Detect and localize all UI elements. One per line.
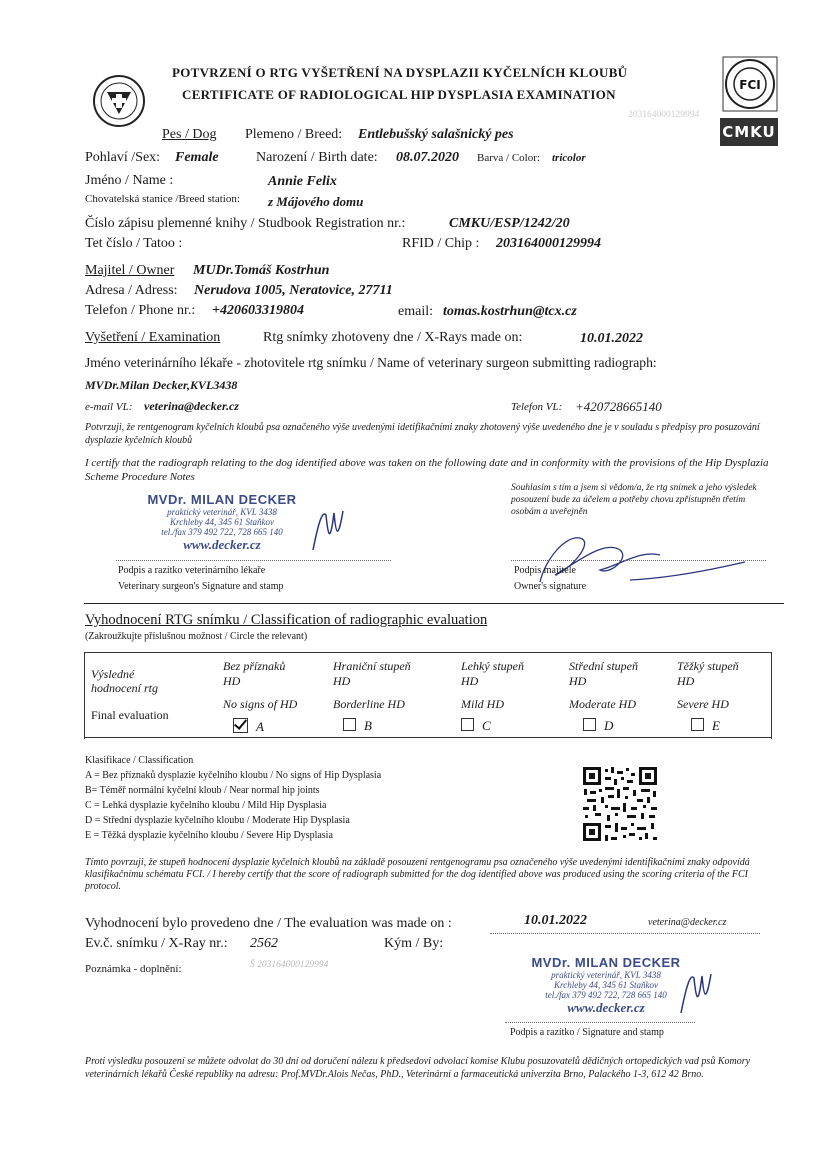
fci-logo-text: FCI bbox=[739, 78, 761, 92]
owner-value: MUDr.Tomáš Kostrhun bbox=[193, 263, 330, 278]
faint-chip-print: 203164000129994 bbox=[628, 110, 700, 120]
section-divider bbox=[84, 603, 784, 604]
eval-email: veterina@decker.cz bbox=[648, 917, 727, 928]
certify-en: I certify that the radiograph relating to the dog identified above was taken on the following date and in conformity with the provisions of the Hip Dysplazia Scheme Procedure Notes bbox=[85, 457, 769, 483]
vet-sig-label-en: Veterinary surgeon's Signature and stamp bbox=[118, 581, 284, 592]
eval-date-line bbox=[490, 933, 760, 934]
title-cz: POTVRZENÍ O RTG VYŠETŘENÍ NA DYSPLAZII KYČELNÍCH KLOUBŮ bbox=[172, 65, 628, 80]
stamp-name: MVDr. MILAN DECKER bbox=[531, 955, 681, 970]
chip-value: 203164000129994 bbox=[496, 236, 601, 251]
final-eval-label-cz: Výsledné hodnocení rtg bbox=[91, 667, 158, 695]
breed-label: Plemeno / Breed: bbox=[245, 127, 343, 142]
breed-value: Entlebušský salašnický pes bbox=[358, 127, 514, 142]
studbook-value: CMKU/ESP/1242/20 bbox=[449, 216, 570, 231]
owner-signature-line bbox=[511, 560, 766, 561]
eval-date-label: Vyhodnocení bylo provedeno dne / The evaluation was made on : bbox=[85, 916, 452, 931]
vet-signature-line bbox=[116, 560, 391, 561]
grade-a-option[interactable] bbox=[233, 718, 323, 735]
grade-b-en: Borderline HD bbox=[333, 697, 405, 711]
xray-label: Rtg snímky zhotoveny dne / X-Rays made on: bbox=[263, 330, 523, 345]
legend-e: E = Těžká dysplazie kyčelního kloubu / Severe Hip Dysplasia bbox=[85, 830, 333, 841]
stamp-phone: tel./fax 379 492 722, 728 665 140 bbox=[545, 990, 667, 1000]
qr-code bbox=[581, 765, 659, 843]
vet-chamber-logo bbox=[92, 74, 146, 128]
eval-sig-label: Podpis a razítko / Signature and stamp bbox=[510, 1027, 664, 1038]
eval-date-value: 10.01.2022 bbox=[524, 913, 587, 928]
stamp-role: praktický veterinář, KVL 3438 bbox=[167, 507, 277, 517]
by-label: Kým / By: bbox=[384, 936, 444, 951]
stamp-name: MVDr. MILAN DECKER bbox=[147, 492, 297, 507]
birth-label: Narození / Birth date: bbox=[256, 150, 378, 165]
station-label: Chovatelská stanice /Breed station: bbox=[85, 193, 240, 205]
stamp-role: praktický veterinář, KVL 3438 bbox=[551, 970, 661, 980]
grade-d-hd: HD bbox=[569, 674, 587, 688]
cmku-logo-text: CMKU bbox=[722, 123, 776, 141]
grade-c-en: Mild HD bbox=[461, 697, 504, 711]
appeal-note: Proti výsledku posouzení se můžete odvolat do 30 dní od doručení nálezu k předsedovi odvolací komise Klubu posuzovatelů dědičných ortopedických vad psů Komory veterinárních lékařů České republiky na adresu: Prof.MVDr.Alois Nečas, PhD., Veterinární a farmaceutická univerzita Brno, Palackého 1-3, 612 42 Brno. bbox=[85, 1056, 751, 1080]
stamp-phone: tel./fax 379 492 722, 728 665 140 bbox=[161, 527, 283, 537]
grade-b-option[interactable] bbox=[343, 718, 443, 734]
grade-column-c bbox=[461, 659, 561, 734]
grade-c-hd: HD bbox=[461, 674, 479, 688]
eval-signature bbox=[676, 968, 716, 1023]
note-label: Poznámka - doplnění: bbox=[85, 963, 182, 975]
stamp-address: Krchleby 44, 345 61 Staňkov bbox=[554, 980, 658, 990]
stamp-address: Krchleby 44, 345 61 Staňkov bbox=[170, 517, 274, 527]
table-bottom-rule bbox=[85, 737, 771, 738]
checked-box-icon[interactable] bbox=[233, 718, 248, 733]
color-value: tricolor bbox=[552, 152, 586, 164]
legend-a: A = Bez příznaků dysplazie kyčelního kloubu / No signs of Hip Dysplasia bbox=[85, 770, 382, 781]
color-label: Barva / Color: bbox=[477, 152, 540, 164]
certify-cz: Potvrzuji, že rentgenogram kyčelních kloubů psa označeného výše uvedenými idetifikačními znaky zhotovený výše uvedeného dne je v souladu s předpisy pro posuzování dysplazie kyčelních kloubů bbox=[85, 422, 760, 446]
sex-value: Female bbox=[175, 150, 219, 165]
tatoo-label: Tet číslo / Tatoo : bbox=[85, 236, 183, 251]
phone-value: +420603319804 bbox=[212, 303, 304, 318]
grade-a-en: No signs of HD bbox=[223, 697, 298, 711]
classification-subheading: (Zakroužkujte příslušnou možnost / Circle the relevant) bbox=[85, 631, 308, 642]
sex-label: Pohlaví /Sex: bbox=[85, 150, 161, 165]
grade-d-en: Moderate HD bbox=[569, 697, 636, 711]
vet-email-label: e-mail VL: bbox=[85, 401, 133, 413]
email-label: email: bbox=[398, 304, 433, 319]
grade-c-cz: Lehký stupeň bbox=[461, 659, 524, 673]
owner-label: Majitel / Owner bbox=[85, 263, 175, 278]
vet-phone-value: +420728665140 bbox=[575, 399, 662, 414]
vet-signature bbox=[308, 505, 348, 560]
grade-d-option[interactable] bbox=[583, 718, 669, 734]
grade-e-option[interactable] bbox=[691, 718, 767, 734]
grade-column-a bbox=[223, 659, 323, 735]
chip-label: RFID / Chip : bbox=[402, 236, 480, 251]
name-label: Jméno / Name : bbox=[85, 173, 174, 188]
grade-column-b bbox=[333, 659, 443, 734]
eval-signature-line bbox=[505, 1022, 695, 1023]
grade-e-en: Severe HD bbox=[677, 697, 729, 711]
xray-nr-value: 2562 bbox=[250, 936, 278, 951]
vet-stamp bbox=[122, 492, 322, 553]
final-eval-label-en: Final evaluation bbox=[91, 708, 169, 722]
stamp-web: www.decker.cz bbox=[567, 1000, 645, 1015]
vet-email-value: veterina@decker.cz bbox=[144, 399, 239, 413]
title-en: CERTIFICATE OF RADIOLOGICAL HIP DYSPLASIA EXAMINATION bbox=[182, 87, 616, 102]
note-value: Š 203164000129994 bbox=[250, 960, 329, 970]
phone-label: Telefon / Phone nr.: bbox=[85, 303, 196, 318]
grade-b-letter: B bbox=[364, 718, 372, 733]
vet-label: Jméno veterinárního lékaře - zhotovitele rtg snímku / Name of veterinary surgeon submitting radiograph: bbox=[85, 355, 657, 370]
owner-consent: Souhlasím s tím a jsem si vědom/a, že rtg snímek a jeho výsledek posouzení bude za účelem a potřeby chovu zpřístupněn třetím osobám a uveřejněn bbox=[511, 483, 757, 517]
birth-value: 08.07.2020 bbox=[396, 150, 459, 165]
vet-value: MVDr.Milan Decker,KVL3438 bbox=[85, 378, 238, 392]
stamp-web: www.decker.cz bbox=[183, 537, 261, 552]
studbook-label: Číslo zápisu plemenné knihy / Studbook Registration nr.: bbox=[85, 216, 406, 231]
unchecked-box-icon[interactable] bbox=[461, 718, 474, 731]
grade-c-letter: C bbox=[482, 718, 491, 733]
grade-a-letter: A bbox=[256, 719, 264, 734]
owner-sig-label-en: Owner's signature bbox=[514, 581, 587, 592]
grade-b-hd: HD bbox=[333, 674, 351, 688]
classification-heading: Vyhodnocení RTG snímku / Classification of radiographic evaluation bbox=[85, 612, 488, 628]
grade-b-cz: Hraniční stupeň bbox=[333, 659, 411, 673]
name-value: Annie Felix bbox=[268, 174, 337, 189]
fci-confirm-text: Tímto povrzuji, že stupeň hodnocení dysplazie kyčelních kloubů na základě posouzení rentgenogramu psa označeného výše uvedenými identifikačními znaky odpovídá klasifikačnímu schématu FCI. / I hereby certify that the score of radiograph submitted for the dog identified above was produced using the scoring criteria of the FCI protocol. bbox=[85, 857, 750, 892]
legend-title: Klasifikace / Classification bbox=[85, 755, 194, 766]
unchecked-box-icon[interactable] bbox=[583, 718, 596, 731]
vet-sig-label-cz: Podpis a razítko veterinárního lékaře bbox=[118, 565, 266, 576]
xray-nr-label: Ev.č. snímku / X-Ray nr.: bbox=[85, 936, 228, 951]
legend-b: B= Téměř normální kyčelní kloub / Near normal hip joints bbox=[85, 785, 320, 796]
species-label: Pes / Dog bbox=[162, 127, 217, 142]
grade-column-e bbox=[677, 659, 767, 734]
station-value: z Májového domu bbox=[268, 194, 364, 209]
grade-e-hd: HD bbox=[677, 674, 695, 688]
cmku-logo bbox=[720, 118, 778, 146]
grade-c-option[interactable] bbox=[461, 718, 561, 734]
email-value: tomas.kostrhun@tcx.cz bbox=[443, 304, 577, 319]
legend-c: C = Lehká dysplazie kyčelního kloubu / Mild Hip Dysplasia bbox=[85, 800, 327, 811]
owner-sig-label-cz: Podpis majitele bbox=[514, 565, 576, 576]
grade-e-cz: Těžký stupeň bbox=[677, 659, 739, 673]
vet-phone-label: Telefon VL: bbox=[511, 401, 563, 413]
exam-label: Vyšetření / Examination bbox=[85, 330, 221, 345]
unchecked-box-icon[interactable] bbox=[343, 718, 356, 731]
grade-a-cz: Bez příznaků bbox=[223, 659, 286, 673]
address-value: Nerudova 1005, Neratovice, 27711 bbox=[194, 283, 393, 298]
address-label: Adresa / Adress: bbox=[85, 283, 178, 298]
legend-d: D = Střední dysplazie kyčelního kloubu / Moderate Hip Dysplasia bbox=[85, 815, 350, 826]
unchecked-box-icon[interactable] bbox=[691, 718, 704, 731]
grade-a-hd: HD bbox=[223, 674, 241, 688]
classification-table bbox=[84, 652, 772, 739]
xray-date: 10.01.2022 bbox=[580, 331, 643, 346]
grade-e-letter: E bbox=[712, 718, 720, 733]
grade-d-letter: D bbox=[604, 718, 614, 733]
grade-d-cz: Střední stupeň bbox=[569, 659, 638, 673]
grade-column-d bbox=[569, 659, 669, 734]
fci-logo bbox=[722, 56, 778, 112]
